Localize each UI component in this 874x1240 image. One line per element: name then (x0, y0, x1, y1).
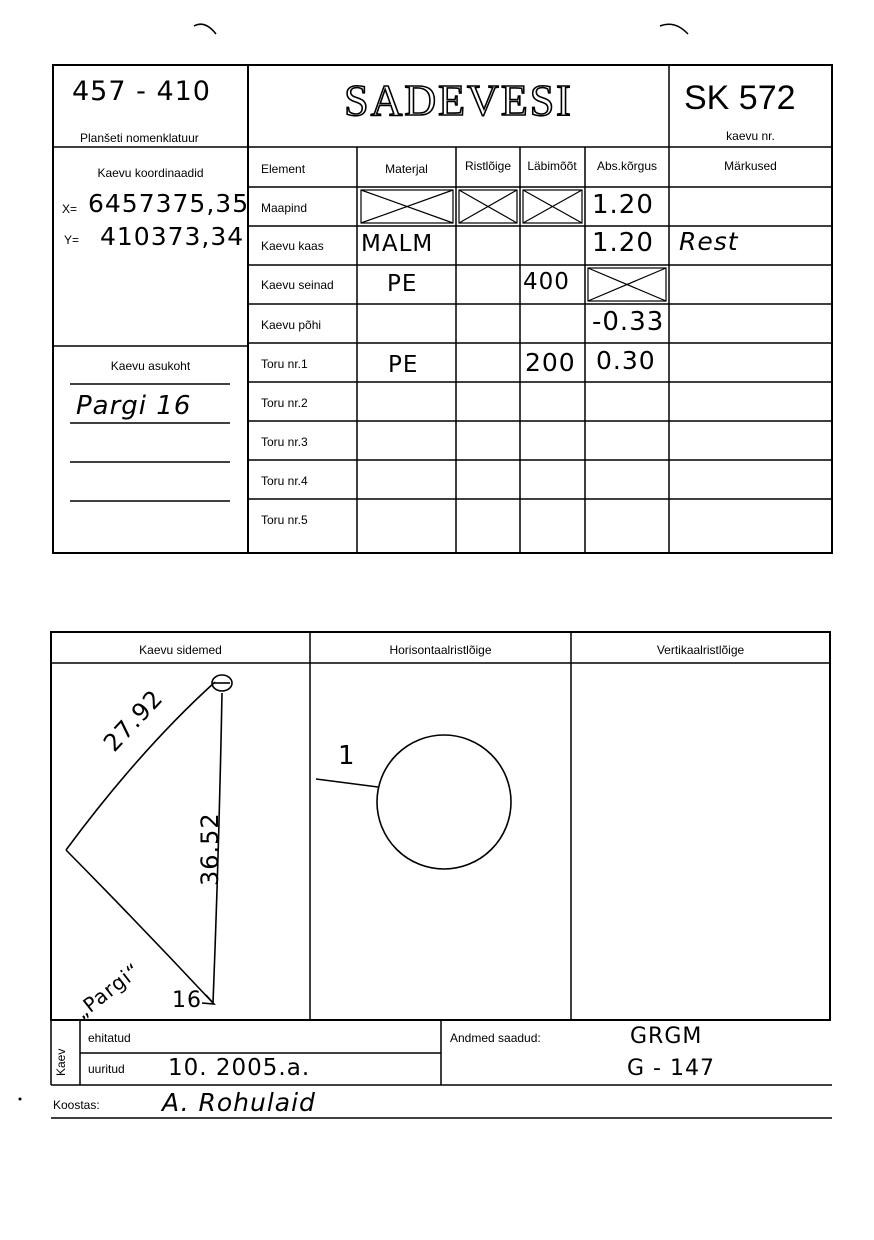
distance-label-1: 27.92 (98, 684, 169, 758)
well-number: SK 572 (684, 79, 796, 117)
row-label-pipe-5: Toru nr.5 (261, 513, 308, 527)
cover-material: MALM (361, 231, 434, 257)
row-label-ground: Maapind (261, 201, 308, 215)
plansheet-value: 457 - 410 (72, 76, 211, 107)
sketch-section-border (51, 632, 830, 1020)
pipe-1-abs-height: 0.30 (596, 346, 656, 375)
y-coordinate-label: Y= (64, 233, 80, 247)
well-number-label: kaevu nr. (726, 129, 775, 143)
row-label-bottom: Kaevu põhi (261, 318, 322, 332)
ties-header: Kaevu sidemed (139, 643, 222, 657)
plansheet-label: Planšeti nomenklatuur (80, 131, 199, 145)
horizontal-section-header: Horisontaalristlõige (389, 643, 492, 657)
cover-abs-height: 1.20 (592, 228, 654, 258)
x-coordinate-label: X= (62, 202, 78, 216)
x-coordinate-value: 6457375,35 (88, 189, 250, 218)
well-circle (377, 735, 511, 869)
column-header-abs-height: Abs.kõrgus (596, 159, 658, 173)
y-coordinate-value: 410373,34 (100, 222, 245, 251)
pipe-1-diameter: 200 (525, 348, 576, 377)
ground-abs-height: 1.20 (592, 190, 654, 220)
row-label-walls: Kaevu seinad (261, 278, 334, 292)
compiled-by-value: A. Rohulaid (162, 1088, 316, 1117)
walls-diameter: 400 (523, 269, 570, 295)
row-label-pipe-2: Toru nr.2 (261, 396, 308, 410)
row-label-pipe-4: Toru nr.4 (261, 474, 308, 488)
row-label-pipe-1: Toru nr.1 (261, 357, 308, 371)
data-source-value-2: G - 147 (627, 1056, 715, 1081)
walls-material: PE (387, 271, 418, 297)
row-label-cover: Kaevu kaas (261, 239, 324, 253)
bottom-abs-height: -0.33 (592, 307, 665, 337)
compiled-by-label: Koostas: (53, 1098, 100, 1112)
page-title: SADEVESI (344, 76, 573, 125)
binder-hole-left (194, 24, 216, 34)
pipe-1-material: PE (388, 352, 419, 378)
column-header-material: Materjal (385, 162, 428, 176)
street-name-mark: „Pargi“ (70, 957, 146, 1024)
column-header-cross-section: Ristlõige (464, 159, 512, 173)
data-source-label: Andmed saadud: (450, 1031, 541, 1045)
well-side-label: Kaev (54, 1048, 68, 1076)
surveyed-value: 10. 2005.a. (168, 1055, 311, 1081)
column-header-element: Element (261, 162, 306, 176)
vertical-section-header: Vertikaalristlõige (656, 643, 745, 657)
data-source-value-1: GRGM (630, 1024, 703, 1049)
surveyed-label: uuritud (88, 1062, 125, 1076)
distance-label-2: 36.52 (196, 812, 224, 886)
column-header-diameter: Läbimõõt (527, 159, 577, 173)
column-header-remarks: Märkused (724, 159, 777, 173)
location-label: Kaevu asukoht (110, 359, 191, 373)
house-number-mark: 16 (172, 988, 202, 1013)
binder-hole-right (660, 24, 688, 34)
pipe-number-mark: 1 (338, 741, 356, 771)
row-label-pipe-3: Toru nr.3 (261, 435, 308, 449)
built-label: ehitatud (88, 1031, 131, 1045)
coordinates-label: Kaevu koordinaadid (97, 166, 204, 180)
pipe-line (316, 779, 378, 787)
cover-remark: Rest (679, 227, 739, 256)
location-value: Pargi 16 (76, 391, 192, 421)
